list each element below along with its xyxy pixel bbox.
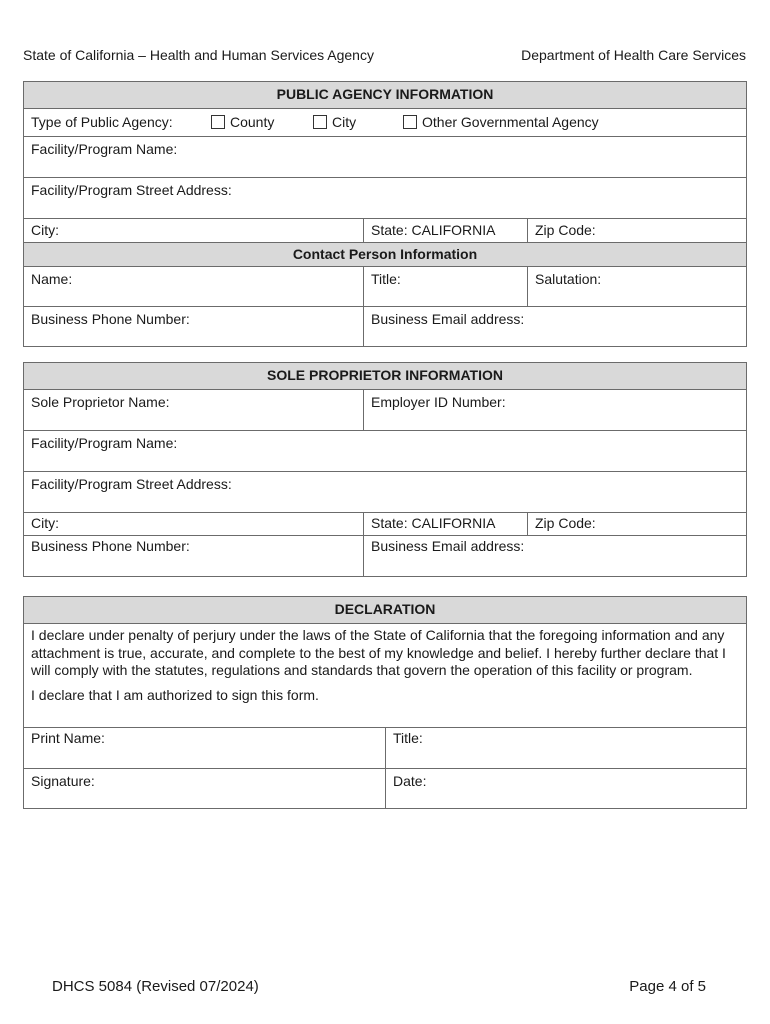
city-option-label: City [332, 114, 357, 130]
sp-name-label: Sole Proprietor Name: [31, 394, 170, 410]
declaration-title-label: Title: [393, 730, 423, 746]
signature-label: Signature: [31, 773, 95, 789]
contact-person-title: Contact Person Information [24, 242, 746, 266]
sp-street-address-label: Facility/Program Street Address: [31, 476, 232, 492]
public-agency-title: PUBLIC AGENCY INFORMATION [24, 82, 746, 108]
agency-type-label: Type of Public Agency: [31, 114, 173, 130]
contact-salutation-label: Salutation: [535, 271, 602, 287]
sp-employer-id-label: Employer ID Number: [371, 394, 506, 410]
contact-name-field[interactable] [24, 267, 363, 306]
signature-field[interactable] [24, 769, 385, 808]
pa-facility-name-label: Facility/Program Name: [31, 141, 178, 157]
form-id: DHCS 5084 (Revised 07/2024) [52, 978, 259, 995]
pa-city-state-zip-row [24, 218, 746, 242]
pa-phone-label: Business Phone Number: [31, 311, 190, 327]
contact-title-field[interactable] [363, 267, 527, 306]
declaration-paragraph-2: I declare that I am authorized to sign this form. [31, 686, 319, 703]
sp-facility-name-label: Facility/Program Name: [31, 435, 178, 451]
contact-name-label: Name: [31, 271, 73, 287]
declaration-title-field[interactable] [385, 728, 746, 768]
declaration-section [23, 596, 747, 809]
sp-zip-field[interactable] [527, 513, 746, 535]
sp-phone-label: Business Phone Number: [31, 538, 190, 554]
sp-state-label: State: CALIFORNIA [371, 515, 496, 531]
sp-city-label: City: [31, 515, 59, 531]
page-number: Page 4 of 5 [629, 978, 706, 995]
header-agency: State of California – Health and Human Services Agency [23, 47, 374, 63]
contact-title-label: Title: [371, 271, 401, 287]
sole-proprietor-title: SOLE PROPRIETOR INFORMATION [24, 363, 746, 389]
declaration-text [24, 623, 746, 727]
sp-zip-label: Zip Code: [535, 515, 596, 531]
county-checkbox[interactable] [211, 115, 225, 129]
header-department: Department of Health Care Services [521, 47, 746, 63]
signature-row [24, 768, 746, 808]
pa-email-field[interactable] [363, 307, 746, 346]
sp-facility-name-field[interactable] [24, 430, 746, 471]
sp-email-label: Business Email address: [371, 538, 525, 554]
city-checkbox[interactable] [313, 115, 327, 129]
public-agency-section [23, 81, 747, 347]
pa-city-field[interactable] [24, 219, 363, 242]
sp-city-state-zip-row [24, 512, 746, 535]
print-name-label: Print Name: [31, 730, 105, 746]
pa-state-field [363, 219, 527, 242]
pa-facility-name-field[interactable] [24, 136, 746, 177]
sp-state-field [363, 513, 527, 535]
pa-state-label: State: CALIFORNIA [371, 222, 496, 238]
sp-phone-email-row [24, 535, 746, 576]
print-name-row [24, 727, 746, 768]
pa-city-label: City: [31, 222, 59, 238]
pa-zip-label: Zip Code: [535, 222, 596, 238]
date-label: Date: [393, 773, 427, 789]
date-field[interactable] [385, 769, 746, 808]
other-agency-label: Other Governmental Agency [422, 114, 599, 130]
declaration-paragraph-1: I declare under penalty of perjury under the laws of the State of California that the foregoing information and any attachment is true, accurate, and complete to the best of my knowledge and belief. I hereby further declare that I will comply with the statutes, regulations and standards that govern the operation of this facility or program. [31, 627, 726, 678]
pa-email-label: Business Email address: [371, 311, 525, 327]
declaration-title: DECLARATION [24, 597, 746, 623]
sole-proprietor-section [23, 362, 747, 577]
contact-salutation-field[interactable] [527, 267, 746, 306]
pa-phone-field[interactable] [24, 307, 363, 346]
contact-phone-email-row [24, 306, 746, 346]
sp-name-field[interactable] [24, 390, 363, 430]
sp-city-field[interactable] [24, 513, 363, 535]
agency-type-row [24, 108, 746, 136]
pa-zip-field[interactable] [527, 219, 746, 242]
pa-street-address-field[interactable] [24, 177, 746, 218]
print-name-field[interactable] [24, 728, 385, 768]
sp-name-row [24, 389, 746, 430]
sp-street-address-field[interactable] [24, 471, 746, 512]
county-label: County [230, 114, 275, 130]
pa-street-address-label: Facility/Program Street Address: [31, 182, 232, 198]
sp-phone-field[interactable] [24, 536, 363, 576]
contact-name-row [24, 266, 746, 306]
sp-email-field[interactable] [363, 536, 746, 576]
other-agency-checkbox[interactable] [403, 115, 417, 129]
sp-employer-id-field[interactable] [363, 390, 746, 430]
